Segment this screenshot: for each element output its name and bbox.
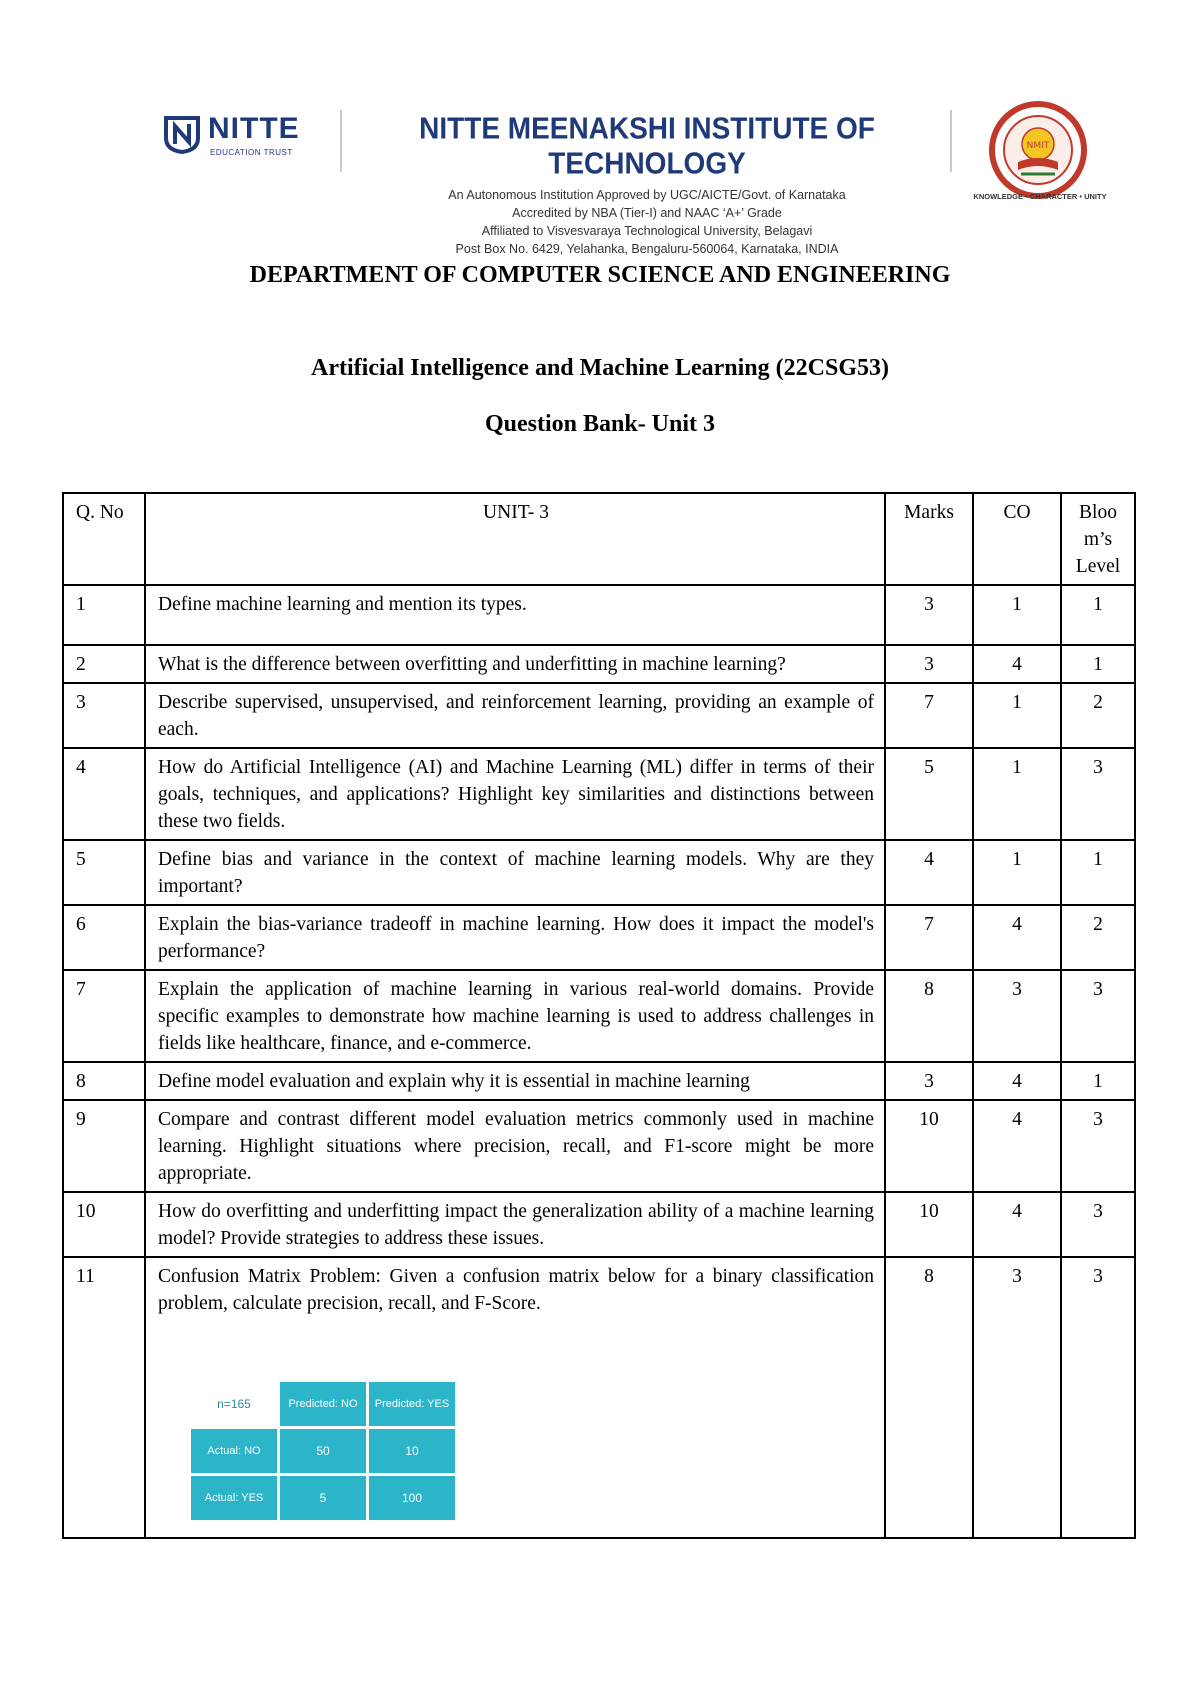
row-bloom: 2	[1061, 905, 1135, 970]
cm-header-actual-no: Actual: NO	[191, 1429, 277, 1473]
row-question-cell	[145, 1257, 885, 1538]
row-bloom: 1	[1061, 1062, 1135, 1100]
row-question: Explain the application of machine learning in various real-world domains. Provide specific examples to demonstrate how machine learning is used to address challenges in fields like healthcare, finance, and e-commerce.	[145, 970, 885, 1062]
question-table	[62, 492, 1136, 1539]
letterhead	[0, 0, 1200, 256]
table-header-row	[63, 493, 1135, 585]
row-co: 1	[973, 748, 1061, 840]
row-question: Explain the bias-variance tradeoff in machine learning. How does it impact the model's performance?	[145, 905, 885, 970]
row-co: 4	[973, 905, 1061, 970]
course-title: Artificial Intelligence and Machine Learning (22CSG53)	[311, 355, 889, 381]
row-marks: 10	[885, 1100, 973, 1192]
cm-header-actual-yes: Actual: YES	[191, 1476, 277, 1520]
row-marks: 5	[885, 748, 973, 840]
row-question: Compare and contrast different model evaluation metrics commonly used in machine learning. Highlight situations where precision, recall, and F1-score might be more appropriate.	[145, 1100, 885, 1192]
row-co: 3	[973, 1257, 1061, 1538]
row-marks: 10	[885, 1192, 973, 1257]
row-question: Define machine learning and mention its types.	[145, 585, 885, 645]
cm-header-predicted-yes: Predicted: YES	[369, 1382, 455, 1426]
row-co: 4	[973, 1192, 1061, 1257]
row-qno: 4	[63, 748, 145, 840]
table-row	[63, 905, 1135, 970]
institution-line-4: Post Box No. 6429, Yelahanka, Bengaluru-560064, Karnataka, INDIA	[455, 242, 839, 256]
department-title: DEPARTMENT OF COMPUTER SCIENCE AND ENGINEERING	[249, 262, 951, 288]
row-qno: 1	[63, 585, 145, 645]
row-qno: 6	[63, 905, 145, 970]
nitte-shield-icon	[162, 114, 202, 154]
cm-n-label: n=165	[217, 1396, 251, 1411]
cm-false-positive: 10	[369, 1429, 455, 1473]
header-divider-right	[950, 110, 952, 172]
row-bloom: 3	[1061, 1100, 1135, 1192]
table-row	[63, 970, 1135, 1062]
row-marks: 3	[885, 1062, 973, 1100]
table-row	[63, 840, 1135, 905]
institution-name: NITTE MEENAKSHI INSTITUTE OF TECHNOLOGY	[419, 110, 875, 181]
row-co: 1	[973, 585, 1061, 645]
header-divider-left	[340, 110, 342, 172]
row-bloom: 1	[1061, 585, 1135, 645]
row-qno: 9	[63, 1100, 145, 1192]
row-qno: 10	[63, 1192, 145, 1257]
svg-text:NMIT: NMIT	[1026, 141, 1050, 151]
cm-true-negative: 50	[280, 1429, 366, 1473]
row-bloom: 1	[1061, 645, 1135, 683]
trust-subtitle: EDUCATION TRUST	[210, 148, 293, 157]
row-marks: 3	[885, 585, 973, 645]
header-marks: Marks	[885, 493, 973, 585]
header-unit: UNIT- 3	[145, 493, 885, 585]
row-marks: 7	[885, 905, 973, 970]
cm-true-positive: 100	[369, 1476, 455, 1520]
table-row	[63, 1062, 1135, 1100]
institution-line-1: An Autonomous Institution Approved by UGC/AICTE/Govt. of Karnataka	[448, 188, 846, 202]
row-bloom: 3	[1061, 748, 1135, 840]
table-row	[63, 645, 1135, 683]
row-question: Define bias and variance in the context of machine learning models. Why are they important?	[145, 840, 885, 905]
row-bloom: 1	[1061, 840, 1135, 905]
confusion-matrix	[188, 1379, 458, 1523]
row-co: 3	[973, 970, 1061, 1062]
seal-motto: KNOWLEDGE • CHARACTER • UNITY	[973, 192, 1107, 201]
row-marks: 7	[885, 683, 973, 748]
table-row	[63, 748, 1135, 840]
row-co: 4	[973, 645, 1061, 683]
row-qno: 8	[63, 1062, 145, 1100]
row-co: 1	[973, 683, 1061, 748]
row-question: What is the difference between overfitting and underfitting in machine learning?	[145, 645, 885, 683]
table-row	[63, 683, 1135, 748]
row-marks: 8	[885, 1257, 973, 1538]
row-question: How do Artificial Intelligence (AI) and Machine Learning (ML) differ in terms of their goals, techniques, and applications? Highlight key similarities and distinctions between these two fields.	[145, 748, 885, 840]
trust-name: NITTE	[208, 112, 300, 145]
table-row	[63, 1100, 1135, 1192]
row-qno: 3	[63, 683, 145, 748]
row-qno: 11	[63, 1257, 145, 1538]
header-co: CO	[973, 493, 1061, 585]
row-question: Confusion Matrix Problem: Given a confusion matrix below for a binary classification problem, calculate precision, recall, and F-Score.	[158, 1266, 874, 1314]
table-row	[63, 1257, 1135, 1538]
institution-line-3: Affiliated to Visvesvaraya Technological University, Belagavi	[481, 224, 813, 238]
row-question: How do overfitting and underfitting impact the generalization ability of a machine learning model? Provide strategies to address these issues.	[145, 1192, 885, 1257]
institute-seal-icon	[983, 100, 1093, 200]
question-bank-title: Question Bank- Unit 3	[484, 411, 716, 437]
row-co: 4	[973, 1100, 1061, 1192]
row-marks: 8	[885, 970, 973, 1062]
nitte-education-trust-logo	[162, 112, 322, 162]
row-bloom: 2	[1061, 683, 1135, 748]
row-co: 1	[973, 840, 1061, 905]
row-qno: 5	[63, 840, 145, 905]
table-row	[63, 1192, 1135, 1257]
row-qno: 2	[63, 645, 145, 683]
row-co: 4	[973, 1062, 1061, 1100]
row-bloom: 3	[1061, 1192, 1135, 1257]
row-marks: 3	[885, 645, 973, 683]
row-question: Define model evaluation and explain why it is essential in machine learning	[145, 1062, 885, 1100]
institution-block	[352, 110, 942, 258]
table-row	[63, 585, 1135, 645]
row-bloom: 3	[1061, 970, 1135, 1062]
row-question: Describe supervised, unsupervised, and reinforcement learning, providing an example of each.	[145, 683, 885, 748]
cm-header-predicted-no: Predicted: NO	[280, 1382, 366, 1426]
row-marks: 4	[885, 840, 973, 905]
institution-line-2: Accredited by NBA (Tier-I) and NAAC ‘A+’ Grade	[512, 206, 782, 220]
cm-false-negative: 5	[280, 1476, 366, 1520]
row-qno: 7	[63, 970, 145, 1062]
header-bloom: Bloo m’s Level	[1061, 493, 1135, 585]
header-qno: Q. No	[63, 493, 145, 585]
row-bloom: 3	[1061, 1257, 1135, 1538]
